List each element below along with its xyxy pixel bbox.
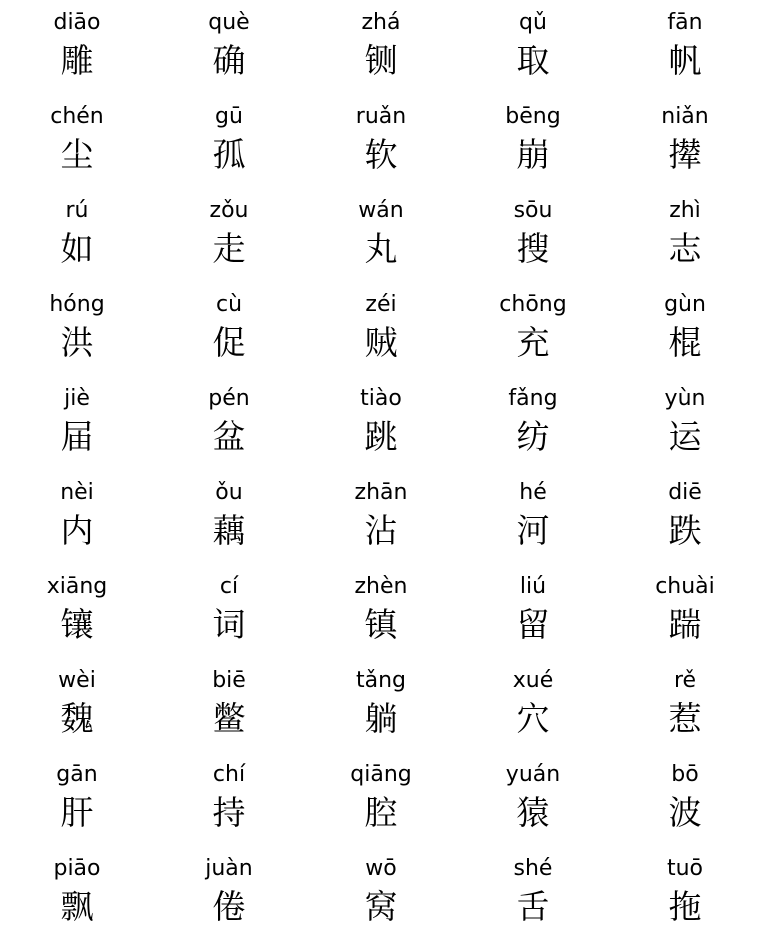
character-cell (159, 94, 299, 188)
hanzi-character: 鳖 (212, 699, 246, 738)
pinyin-label: zhá (361, 10, 401, 35)
character-cell (7, 752, 147, 846)
character-cell (7, 564, 147, 658)
hanzi-character: 镇 (364, 605, 398, 644)
hanzi-character: 崩 (516, 135, 550, 174)
hanzi-character: 惹 (668, 699, 702, 738)
hanzi-character: 尘 (60, 135, 94, 174)
hanzi-character: 躺 (364, 699, 398, 738)
character-cell (463, 658, 603, 752)
hanzi-character: 运 (668, 417, 702, 456)
pinyin-label: yuán (505, 762, 561, 787)
character-cell (159, 376, 299, 470)
character-cell (311, 376, 451, 470)
pinyin-label: chōng (499, 292, 567, 317)
hanzi-character: 雕 (60, 41, 94, 80)
character-cell (463, 188, 603, 282)
character-cell (159, 0, 299, 94)
pinyin-label: chuài (655, 574, 715, 599)
hanzi-character: 走 (212, 229, 246, 268)
hanzi-character: 确 (212, 41, 246, 80)
pinyin-label: gān (56, 762, 98, 787)
character-cell (615, 94, 755, 188)
pinyin-label: shé (513, 856, 553, 881)
character-cell (311, 188, 451, 282)
hanzi-character: 撵 (668, 135, 702, 174)
character-cell (615, 376, 755, 470)
grid-row (0, 846, 761, 940)
character-cell (159, 564, 299, 658)
pinyin-label: rě (673, 668, 697, 693)
pinyin-label: diāo (53, 10, 101, 35)
pinyin-label: zhèn (354, 574, 408, 599)
grid-row (0, 0, 761, 94)
pinyin-label: bēng (505, 104, 561, 129)
character-cell (7, 846, 147, 940)
character-cell (463, 376, 603, 470)
pinyin-label: tuō (666, 856, 704, 881)
character-cell (159, 846, 299, 940)
hanzi-character: 持 (212, 793, 246, 832)
pinyin-label: cù (215, 292, 243, 317)
hanzi-character: 拖 (668, 887, 702, 926)
character-cell (159, 282, 299, 376)
grid-row (0, 470, 761, 564)
pinyin-label: zhān (354, 480, 408, 505)
hanzi-character: 志 (668, 229, 702, 268)
character-cell (311, 564, 451, 658)
hanzi-character: 盆 (212, 417, 246, 456)
hanzi-character: 纺 (516, 417, 550, 456)
hanzi-character: 铡 (364, 41, 398, 80)
hanzi-character: 充 (516, 323, 550, 362)
character-cell (311, 846, 451, 940)
character-cell (463, 846, 603, 940)
character-cell (311, 282, 451, 376)
pinyin-label: gū (215, 104, 243, 129)
character-cell (463, 564, 603, 658)
hanzi-character: 跌 (668, 511, 702, 550)
character-cell (463, 470, 603, 564)
hanzi-character: 软 (364, 135, 398, 174)
hanzi-character: 取 (516, 41, 550, 80)
pinyin-label: qiāng (350, 762, 412, 787)
character-cell (7, 94, 147, 188)
pinyin-label: cí (219, 574, 239, 599)
pinyin-label: juàn (205, 856, 253, 881)
pinyin-label: fān (667, 10, 703, 35)
character-cell (615, 658, 755, 752)
character-cell (7, 188, 147, 282)
pinyin-label: hóng (49, 292, 105, 317)
hanzi-character: 镶 (60, 605, 94, 644)
character-cell (7, 282, 147, 376)
pinyin-label: yùn (664, 386, 706, 411)
character-cell (615, 470, 755, 564)
character-cell (311, 658, 451, 752)
pinyin-label: gùn (664, 292, 706, 317)
character-cell (615, 564, 755, 658)
character-cell (463, 0, 603, 94)
character-cell (159, 752, 299, 846)
pinyin-label: chí (212, 762, 246, 787)
hanzi-character: 词 (212, 605, 246, 644)
pinyin-label: zhì (669, 198, 701, 223)
pinyin-label: què (208, 10, 250, 35)
grid-row (0, 282, 761, 376)
pinyin-label: liú (519, 574, 547, 599)
hanzi-character: 留 (516, 605, 550, 644)
character-cell (311, 0, 451, 94)
hanzi-character: 河 (516, 511, 550, 550)
character-cell (311, 94, 451, 188)
hanzi-character: 届 (60, 417, 94, 456)
character-cell (159, 188, 299, 282)
grid-row (0, 188, 761, 282)
hanzi-character: 猿 (516, 793, 550, 832)
character-cell (159, 658, 299, 752)
pinyin-label: zǒu (209, 198, 249, 223)
pinyin-label: xiāng (46, 574, 108, 599)
pinyin-label: xué (512, 668, 554, 693)
pinyin-label: tiào (360, 386, 402, 411)
pinyin-label: zéi (365, 292, 397, 317)
character-cell (311, 470, 451, 564)
character-cell (463, 282, 603, 376)
hanzi-character: 踹 (668, 605, 702, 644)
hanzi-character: 倦 (212, 887, 246, 926)
character-cell (7, 0, 147, 94)
hanzi-character: 搜 (516, 229, 550, 268)
hanzi-character: 促 (212, 323, 246, 362)
pinyin-label: tǎng (355, 668, 406, 693)
grid-row (0, 94, 761, 188)
hanzi-character: 内 (60, 511, 94, 550)
hanzi-character: 丸 (364, 229, 398, 268)
character-cell (463, 752, 603, 846)
hanzi-character: 洪 (60, 323, 94, 362)
hanzi-character: 藕 (212, 511, 246, 550)
character-cell (615, 188, 755, 282)
character-cell (615, 752, 755, 846)
hanzi-character: 飘 (60, 887, 94, 926)
pinyin-label: sōu (513, 198, 553, 223)
character-cell (311, 752, 451, 846)
pinyin-label: fǎng (508, 386, 558, 411)
grid-row (0, 376, 761, 470)
pinyin-label: wō (365, 856, 397, 881)
hanzi-character: 穴 (516, 699, 550, 738)
character-cell (615, 282, 755, 376)
character-cell (7, 376, 147, 470)
hanzi-character: 孤 (212, 135, 246, 174)
character-cell (615, 846, 755, 940)
pinyin-label: diē (668, 480, 702, 505)
hanzi-character: 如 (60, 229, 94, 268)
hanzi-character: 跳 (364, 417, 398, 456)
hanzi-character: 窝 (364, 887, 398, 926)
hanzi-character: 波 (668, 793, 702, 832)
pinyin-label: pén (208, 386, 250, 411)
hanzi-character: 舌 (516, 887, 550, 926)
character-cell (7, 470, 147, 564)
hanzi-character: 帆 (668, 41, 702, 80)
pinyin-label: niǎn (661, 104, 709, 129)
pinyin-label: hé (519, 480, 547, 505)
pinyin-label: biē (212, 668, 246, 693)
character-cell (7, 658, 147, 752)
character-cell (463, 94, 603, 188)
hanzi-character: 沾 (364, 511, 398, 550)
pinyin-label: chén (50, 104, 104, 129)
hanzi-character: 腔 (364, 793, 398, 832)
hanzi-character: 魏 (60, 699, 94, 738)
pinyin-label: ruǎn (355, 104, 407, 129)
pinyin-label: bō (671, 762, 699, 787)
pinyin-label: wán (358, 198, 404, 223)
grid-row (0, 564, 761, 658)
character-cell (159, 470, 299, 564)
hanzi-character: 肝 (60, 793, 94, 832)
hanzi-character: 贼 (364, 323, 398, 362)
pinyin-label: nèi (60, 480, 94, 505)
pinyin-label: rú (65, 198, 89, 223)
pinyin-label: piāo (53, 856, 101, 881)
grid-row (0, 752, 761, 846)
grid-row (0, 658, 761, 752)
pinyin-label: qǔ (519, 10, 547, 35)
pinyin-label: wèi (58, 668, 96, 693)
character-cell (615, 0, 755, 94)
pinyin-label: jiè (64, 386, 90, 411)
hanzi-character: 棍 (668, 323, 702, 362)
pinyin-label: ǒu (215, 480, 243, 505)
